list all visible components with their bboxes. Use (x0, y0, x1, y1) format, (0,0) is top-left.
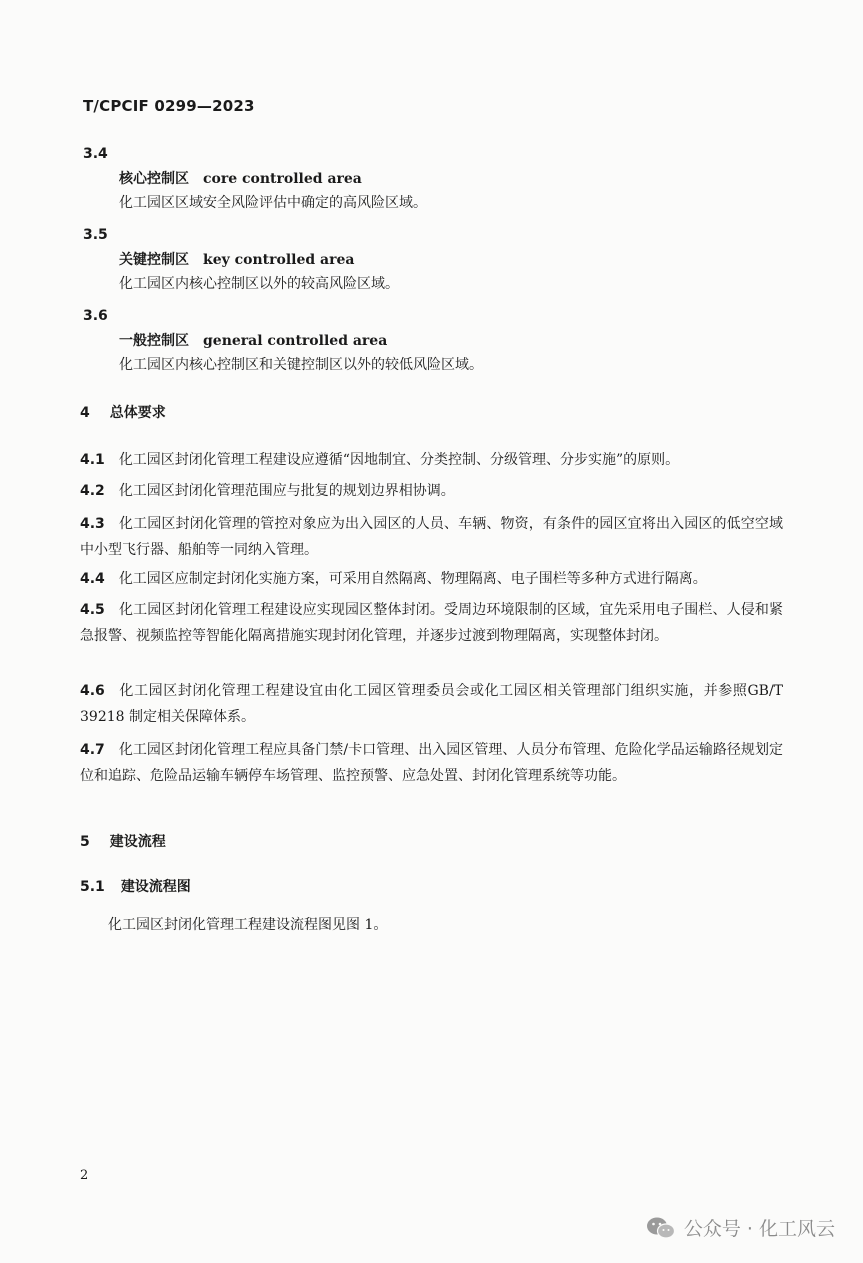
term-cn: 关键控制区 (119, 252, 189, 268)
term-en: general controlled area (203, 333, 388, 349)
clause-number: 4.1 (80, 452, 105, 468)
term-definition: 化工园区区域安全风险评估中确定的高风险区域。 (119, 195, 427, 211)
clause-text: 化工园区封闭化管理工程应具备门禁/卡口管理、出入园区管理、人员分布管理、危险化学品运输路径规划定位和追踪、危险品运输车辆停车场管理、监控预警、应急处置、封闭化管理系统等功能。 (80, 742, 783, 784)
subsection-number: 5.1 (80, 879, 105, 895)
clause-text: 化工园区封闭化管理的管控对象应为出入园区的人员、车辆、物资，有条件的园区宜将出入园区的低空空域中小型飞行器、船舶等一同纳入管理。 (80, 516, 783, 558)
section-heading (80, 402, 166, 422)
term-number: 3.4 (83, 146, 108, 162)
watermark-text: 公众号 · 化工风云 (683, 1218, 835, 1240)
clause-number: 4.5 (80, 602, 105, 618)
standard-code: T/CPCIF 0299—2023 (83, 97, 255, 115)
term-cn: 核心控制区 (119, 171, 189, 187)
term-definition: 化工园区内核心控制区以外的较高风险区域。 (119, 276, 399, 292)
term-heading (119, 249, 354, 269)
clause-number: 4.6 (80, 683, 105, 699)
clause-text: 化工园区封闭化管理范围应与批复的规划边界相协调。 (118, 483, 455, 499)
term-cn: 一般控制区 (119, 333, 189, 349)
section-number: 5 (80, 834, 90, 850)
section-number: 4 (80, 405, 90, 421)
clause-number: 4.2 (80, 483, 105, 499)
wechat-icon (646, 1216, 676, 1240)
section-title: 建设流程 (109, 834, 166, 850)
clause (80, 447, 783, 473)
section-title: 总体要求 (109, 405, 166, 421)
clause-number: 4.4 (80, 571, 105, 587)
clause-number: 4.3 (80, 516, 105, 532)
term-number: 3.6 (83, 308, 108, 324)
term-en: key controlled area (203, 252, 355, 268)
subsection-title: 建设流程图 (120, 879, 191, 895)
subsection-heading (80, 876, 191, 896)
term-number: 3.5 (83, 227, 108, 243)
clause-text: 化工园区应制定封闭化实施方案，可采用自然隔离、物理隔离、电子围栏等多种方式进行隔离。 (118, 571, 707, 587)
clause-number: 4.7 (80, 742, 105, 758)
clause (80, 678, 783, 730)
clause (80, 597, 783, 649)
clause-text: 化工园区封闭化管理工程建设应遵循“因地制宜、分类控制、分级管理、分步实施”的原则。 (118, 452, 680, 468)
watermark (646, 1214, 835, 1241)
clause (80, 737, 783, 789)
section-heading (80, 831, 166, 851)
clause-text: 化工园区封闭化管理工程建设应实现园区整体封闭。受周边环境限制的区域，宜先采用电子围栏、人侵和紧急报警、视频监控等智能化隔离措施实现封闭化管理，并逐步过渡到物理隔离，实现整体封闭。 (80, 602, 783, 644)
clause (80, 478, 783, 504)
page-number: 2 (80, 1168, 89, 1183)
term-en: core controlled area (203, 171, 362, 187)
term-definition: 化工园区内核心控制区和关键控制区以外的较低风险区域。 (119, 357, 483, 373)
clause (80, 566, 783, 592)
term-heading (119, 168, 362, 188)
term-heading (119, 330, 387, 350)
clause-text: 化工园区封闭化管理工程建设宜由化工园区管理委员会或化工园区相关管理部门组织实施，并参照GB/T 39218 制定相关保障体系。 (80, 683, 783, 725)
paragraph: 化工园区封闭化管理工程建设流程图见图 1。 (108, 917, 388, 933)
clause (80, 511, 783, 563)
